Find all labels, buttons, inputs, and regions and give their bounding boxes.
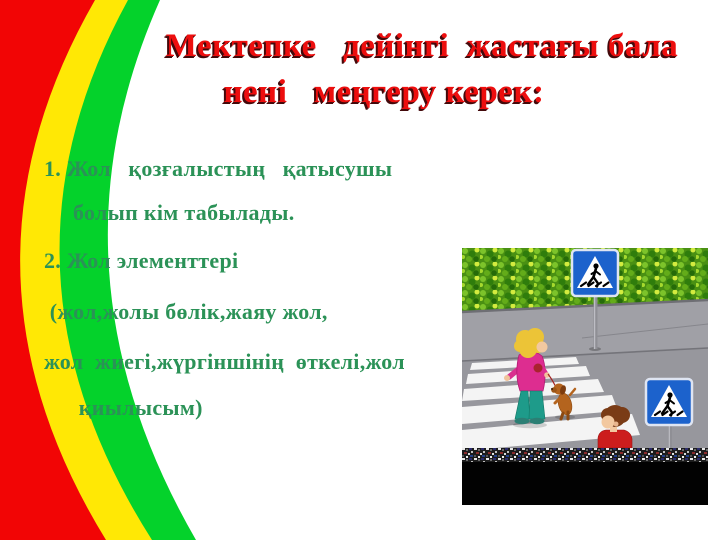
list-line: (жол,жолы бөлік,жаяу жол, xyxy=(44,299,328,324)
girl-bag xyxy=(534,364,543,373)
list-line: 1. Жол қозғалыстың қатысушы xyxy=(44,156,393,181)
list-line: 2. Жол элементтері xyxy=(44,248,239,273)
noise-band xyxy=(462,448,708,462)
photo-black-bar xyxy=(462,462,708,505)
slide-title-line-1: Мектепке дейінгі жастағы бала xyxy=(165,28,679,64)
crossing-photo xyxy=(462,248,708,505)
list-line: болып кім табылады. xyxy=(44,200,295,225)
list-line: қиылысым) xyxy=(44,395,203,420)
sign-pole xyxy=(594,295,598,349)
sign-pole xyxy=(668,425,672,449)
slide-title-line-2: нені меңгеру керек: xyxy=(223,74,545,110)
list-line: жол жиегі,жүргіншінің өткелі,жол xyxy=(44,349,405,374)
